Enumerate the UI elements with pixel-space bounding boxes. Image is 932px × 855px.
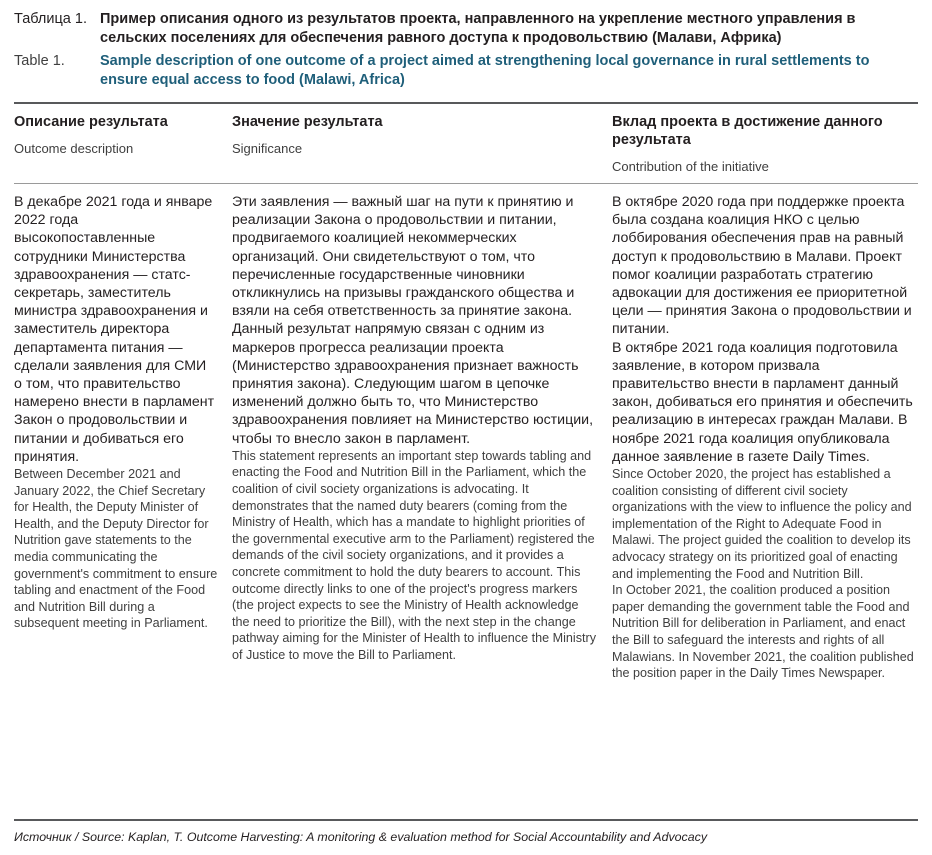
column-header-ru: Описание результата xyxy=(14,114,168,130)
table-cell-outcome-description xyxy=(14,193,232,682)
source-label: Источник / Source: xyxy=(14,830,125,844)
column-header-outcome-description xyxy=(14,113,232,175)
cell-text-en: This statement represents an important step towards tabling and enacting the Food and Nutrition Bill in the Parliament, which the coalition of civil society organizations is advocating. It demonstrates that the named duty bearers (coming from the Ministry of Health, which has a mandate to highlight priorities of the governmental executive arm to the Parliament) registered the demands of the civil society organizations, and it provides a concrete commitment to hold the duty bearers to account. This outcome directly links to one of the project's progress markers (the project expects to see the Ministry of Health acknowledge the need to prioritize the Bill), with the next step in the change pathway aiming for the Minister of Health to influence the Ministry of Justice to move the Bill to Parliament. xyxy=(232,448,596,662)
table-cell-contribution xyxy=(612,193,918,682)
table-caption xyxy=(14,10,918,98)
column-header-contribution xyxy=(612,113,918,175)
cell-text-ru: Эти заявления — важный шаг на пути к принятию и реализации Закона о продовольствии и питании, продвигаемого коалицией некоммерческих организаций. Они свидетельствуют о том, что перечисленные государственные чиновники откликнулись на призывы гражданского общества и взяли на себя ответственность за принятие закона. Данный результат напрямую связан с одним из маркеров прогресса реализации проекта (Министерство здравоохранения признает важность принятия закона). Следующим шагом в цепочке изменений должно быть то, что Министерство здравоохранения повлияет на Министерство юстиции, чтобы то внесло закон в парламент. xyxy=(232,194,594,447)
caption-text-ru: Пример описания одного из результатов проекта, направленного на укрепление местного управления в сельских поселениях для обеспечения равного доступа к продовольствию (Малави, Африка) xyxy=(100,11,856,46)
cell-text-ru: В декабре 2021 года и январе 2022 года высокопоставленные сотрудники Министерства здравоохранения — статс-секретарь, заместитель министра здравоохранения и заместитель директора департамента питания — сделали заявления для СМИ о том, что правительство намерено внести в парламент Закон о продовольствии и питании и добиваться его принятия. xyxy=(14,194,215,465)
cell-text-ru: В октябре 2020 года при поддержке проекта была создана коалиция НКО с целью лоббирования обеспечения прав на равный доступ к продовольствию в Малави. Проект помог коалиции разработать стратегию адвокации для достижения ее приоритетной цели — принятия Закона о продовольствии и питании. В октябре 2021 года коалиция подготовила заявление, в котором призвала правительство внести в парламент данный закон, добиваться его принятия и обеспечить реализацию в интересах граждан Малави. В ноябре 2021 года коалиция опубликовала данное заявление в газете Daily Times. xyxy=(612,194,913,465)
caption-label-ru: Таблица 1. xyxy=(14,11,87,27)
column-header-en: Outcome description xyxy=(14,141,134,156)
caption-russian xyxy=(14,10,918,48)
caption-english xyxy=(14,52,918,90)
column-header-ru: Значение результата xyxy=(232,114,383,130)
column-header-en: Contribution of the initiative xyxy=(612,159,769,174)
table-header-row xyxy=(14,104,918,183)
table-cell-significance xyxy=(232,193,612,682)
column-header-significance xyxy=(232,113,612,175)
cell-text-en: Between December 2021 and January 2022, the Chief Secretary for Health, the Deputy Minister of Health, and the Deputy Director for Nutrition gave statements to the media communicating the government's commitment to ensure tabling and enactment of the Food and Nutrition Bill during a subsequent meeting in Parliament. xyxy=(14,467,218,631)
caption-text-en: Sample description of one outcome of a project aimed at strengthening local governance in rural settlements to ensure equal access to food (Malawi, Africa) xyxy=(100,53,870,88)
column-header-ru: Вклад проекта в достижение данного результата xyxy=(612,114,883,148)
source-text: Kaplan, T. Outcome Harvesting: A monitoring & evaluation method for Social Accountability and Advocacy xyxy=(128,830,708,844)
source-note xyxy=(14,819,918,845)
caption-label-en: Table 1. xyxy=(14,53,65,69)
cell-text-en: Since October 2020, the project has established a coalition consisting of different civil society organizations with the view to influence the policy and implementation of the Right to Adequate Food in Malawi. The project guided the coalition to develop its advocacy strategy on its prioritized goal of enacting and implementing the Food and Nutrition Bill. In October 2021, the coalition produced a position paper demanding the government table the Food and Nutrition Bill for deliberation in Parliament, and enact the Bill to safeguard the interests and rights of all Malawians. In November 2021, the coalition published the position paper in the Daily Times Newspaper. xyxy=(612,467,914,681)
column-header-en: Significance xyxy=(232,141,303,156)
table-body-row xyxy=(14,184,918,682)
